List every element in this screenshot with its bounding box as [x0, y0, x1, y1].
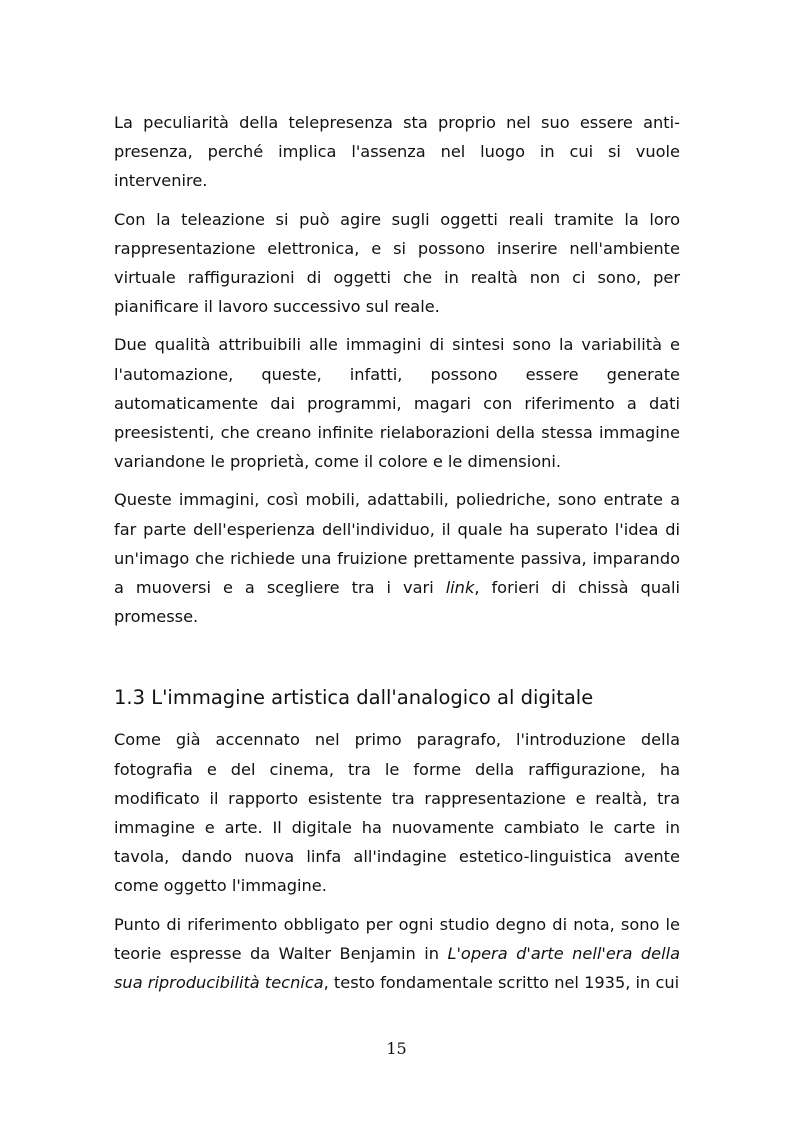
text-run: Queste immagini, così mobili, adattabili, poliedriche, sono entrate a far parte dell'esperienza dell'individuo, il quale ha superato l'idea di un'imago che richiede una fruizione prettamente passiva, imparando a muoversi e a scegliere tra i vari — [114, 490, 680, 598]
text-run: Punto di riferimento obbligato per ogni studio degno di nota, sono le teorie espresse da Walter Benjamin in — [114, 914, 680, 963]
section-heading: 1.3 L'immagine artistica dall'analogico al digitale — [114, 686, 594, 710]
paragraph — [114, 108, 680, 196]
text-block-after-heading — [114, 725, 680, 997]
paragraph — [114, 485, 680, 631]
text-block-before-heading — [114, 108, 680, 631]
italic-text: link — [445, 578, 475, 598]
text-run: , testo fondamentale scritto nel 1935, in cui — [323, 973, 680, 993]
italic-text: L'opera d'arte nell'era della sua riproducibilità tecnica — [114, 943, 680, 993]
paragraph — [114, 910, 680, 998]
text-run: , forieri di chissà quali promesse. — [114, 578, 680, 627]
paragraph — [114, 725, 680, 900]
text-run: Come già accennato nel primo paragrafo, l'introduzione della fotografia e del cinema, tra le forme della raffigurazione, ha modificato il rapporto esistente tra rappresentazione e realtà, tra immagine e arte. Il digitale ha nuovamente cambiato le carte in tavola, dando nuova linfa all'indagine estetico-linguistica avente come oggetto l'immagine. — [114, 730, 680, 896]
page-body — [114, 108, 680, 1006]
text-run: Due qualità attribuibili alle immagini di sintesi sono la variabilità e l'automazione, queste, infatti, possono essere generate automaticamente dai programmi, magari con riferimento a dati preesistenti, che creano infinite rielaborazioni della stessa immagine variandone le proprietà, come il colore e le dimensioni. — [114, 335, 680, 472]
page-number: 15 — [386, 1039, 407, 1058]
text-run: La peculiarità della telepresenza sta proprio nel suo essere anti-presenza, perché implica l'assenza nel luogo in cui si vuole intervenire. — [114, 113, 680, 191]
paragraph — [114, 330, 680, 476]
paragraph — [114, 205, 680, 322]
text-run: Con la teleazione si può agire sugli oggetti reali tramite la loro rappresentazione elettronica, e si possono inserire nell'ambiente virtuale raffigurazioni di oggetti che in realtà non ci sono, per pianificare il lavoro successivo sul reale. — [114, 209, 680, 317]
